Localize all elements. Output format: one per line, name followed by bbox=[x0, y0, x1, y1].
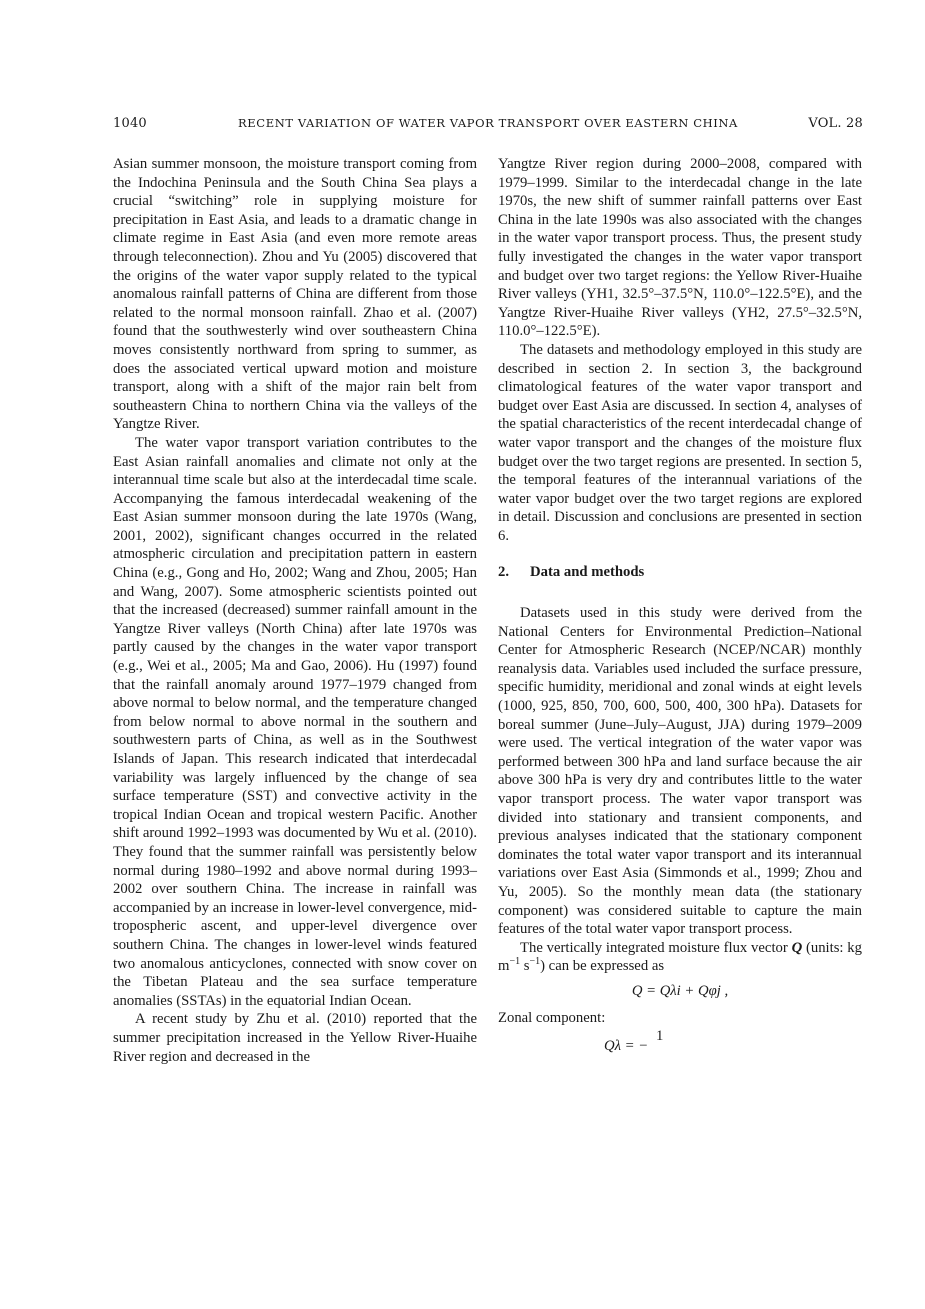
section-number: 2. bbox=[498, 564, 510, 581]
section-heading bbox=[498, 563, 862, 582]
paragraph: The water vapor transport variation contributes to the East Asian rainfall anomalies and climate not only at the interannual time scale but also at the interdecadal time scale. Accompanying the famous interdecadal weakening of the East Asian summer monsoon during the late 1970s (Wang, 2001, 2002), significant changes occurred in the related atmospheric circulation and precipitation pattern in eastern China (e.g., Gong and Ho, 2002; Wang and Zhou, 2005; Han and Wang, 2007). Some atmospheric scientists pointed out that the increased (decreased) summer rainfall amount in the Yangtze River valleys (North China) after late 1970s was partly caused by the changes in the water vapor transport (e.g., Wei et al., 2005; Ma and Gao, 2006). Hu (1997) found that the rainfall anomaly around 1977–1979 changed from above normal to below normal, and the temperature changed from below normal to above normal in the southern and southwestern parts of China, as well as in the Southwest Islands of Japan. This research indicated that interdecadal variability was largely influenced by the change of sea surface temperature (SST) and convective activity in the tropical Indian Ocean and tropical western Pacific. Another shift around 1992–1993 was documented by Wu et al. (2010). They found that the summer rainfall was persistently below normal during 1980–1992 and above normal during 1993–2002 over southern China. The increase in rainfall was accompanied by an increase in lower-level convergence, mid-tropospheric ascent, and upper-level divergence over southern China. The changes in lower-level winds featured two anomalous anticyclones, connected with snow cover on the Tibetan Plateau and the sea surface temperature anomalies (SSTAs) in the equatorial Indian Ocean. bbox=[113, 434, 477, 1009]
paragraph: The datasets and methodology employed in this study are described in section 2. In section 3, the background climatological features of the water vapor transport and budget over East Asia are discussed. In section 4, analyses of the spatial characteristics of the recent interdecadal change of water vapor transport and the changes of the moisture flux budget over the two target regions are presented. In section 5, the temporal features of the interannual variations of the water vapor budget over the two target regions are explored in detail. Discussion and conclusions are presented in section 6. bbox=[498, 341, 862, 544]
paragraph: A recent study by Zhu et al. (2010) reported that the summer precipitation increased in the Yellow River-Huaihe River region and decreased in the bbox=[113, 1011, 477, 1065]
zonal-component-label: Zonal component: bbox=[498, 1009, 606, 1026]
page-number: 1040 bbox=[113, 116, 147, 131]
equation-lhs: Qλ = − bbox=[604, 1038, 649, 1055]
fraction-numerator: 1 bbox=[656, 1028, 664, 1045]
section-title: Data and methods bbox=[530, 564, 645, 581]
volume-label: VOL. 28 bbox=[808, 116, 863, 131]
flux-vector-symbol: Q bbox=[791, 939, 803, 956]
running-title: RECENT VARIATION OF WATER VAPOR TRANSPORT OVER EASTERN CHINA bbox=[238, 116, 738, 130]
right-column bbox=[498, 155, 862, 1063]
equation-zonal-component bbox=[604, 1028, 862, 1063]
paragraph: Yangtze River region during 2000–2008, compared with 1979–1999. Similar to the interdecadal change in the late 1970s, the new shift of summer rainfall patterns over East China in the late 1990s was also associated with the changes in the water vapor transport process. Thus, the present study fully investigated the changes in the water vapor transport and budget over two target regions: the Yellow River-Huaihe River valleys (YH1, 32.5°–37.5°N, 110.0°–122.5°E), and the Yangtze River-Huaihe River valleys (YH2, 27.5°–32.5°N, 110.0°–122.5°E). bbox=[498, 156, 862, 340]
paragraph: The vertically integrated moisture flux vector Q (units: kg $m^{-1}$ $s^{-1}$) can be expressed as bbox=[498, 939, 862, 975]
paragraph: Asian summer monsoon, the moisture transport coming from the Indochina Peninsula and the South China Sea plays a crucial “switching” role in supplying moisture for precipitation in East Asia, and leads to a dramatic change in climate regime in East Asia (and even more remote areas through teleconnection). Zhou and Yu (2005) discovered that the origins of the water vapor supply related to the typical anomalous rainfall patterns of China are different from those related to the normal monsoon rainfall. Zhao et al. (2007) found that the southwesterly wind over southeastern China moves consistently northward from spring to summer, as does the associated vertical upward motion and moisture transport, along with a shift of the major rain belt from southeastern China to northern China via the valleys of the Yangtze River. bbox=[113, 156, 477, 433]
equation-flux-vector: Q = Qλi + Qφj , bbox=[631, 982, 729, 999]
left-column bbox=[113, 155, 477, 1066]
page-header bbox=[113, 116, 863, 136]
paragraph: Datasets used in this study were derived from the National Centers for Environmental Prediction–National Center for Atmospheric Research (NCEP/NCAR) monthly reanalysis data. Variables used included the surface pressure, specific humidity, meridional and zonal winds at eight levels (1000, 925, 850, 700, 600, 500, 400, 300 hPa). Datasets for boreal summer (June–July–August, JJA) during 1979–2009 were used. The vertical integration of the water vapor was performed between 300 hPa and land surface because the air above 300 hPa is very dry and contributes little to the water vapor transport process. The water vapor transport was divided into stationary and transient components, and previous analyses indicated that the stationary component dominates the total water vapor transport and its interannual variations over East Asia (Simmonds et al., 1999; Zhou and Yu, 2005). So the monthly mean data (the stationary component) was considered suitable to capture the main features of the total water vapor transport process. bbox=[498, 605, 862, 938]
